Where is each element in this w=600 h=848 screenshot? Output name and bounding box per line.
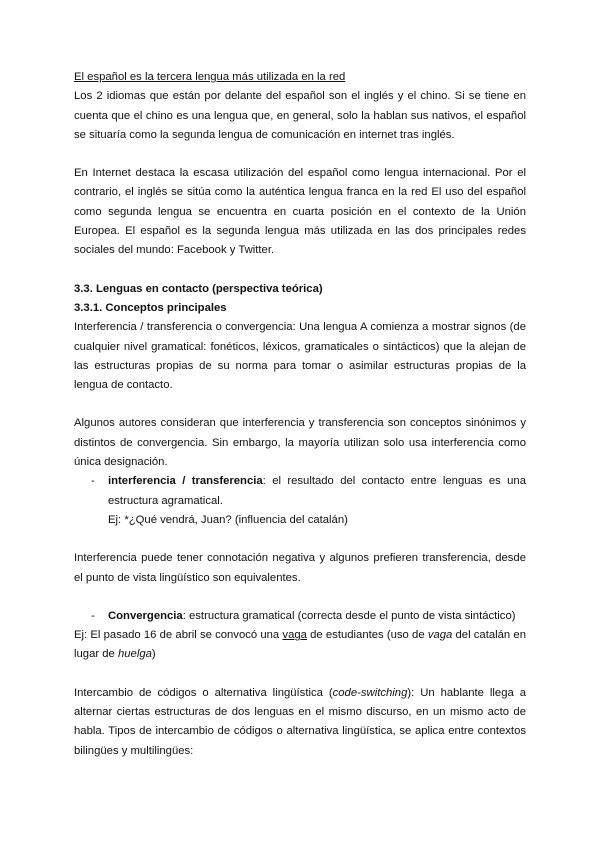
spacer (74, 665, 526, 684)
code-switching-term: code-switching (332, 686, 408, 699)
spacer (74, 588, 526, 607)
example-que-vendra: Ej: *¿Qué vendrá, Juan? (influencia del catalán) (108, 513, 348, 526)
example-vaga-text-1: Ej: El pasado 16 de abril se convocó una (74, 629, 283, 642)
bullet-text-convergencia: : estructura gramatical (correcta desde el punto de vista sintáctico) (182, 609, 516, 622)
paragraph-idiomas: Los 2 idiomas que están por delante del español son el inglés y el chino. Si se tiene en cuenta que el chino es una lengua que, en general, solo la hablan sus nativos, el español se situaría como la segunda lengua de comunicación en internet tras inglés. (74, 90, 526, 141)
spacer (74, 261, 526, 280)
paragraph-interferencia-def: Interferencia / transferencia o convergencia: Una lengua A comienza a mostrar signos (de cualquier nivel gramatical: fonéticos, léxicos, gramaticales o sintácticos) que la alejan de las estructuras propias de su norma para tomar o asimilar estructuras propias de la lengua de contacto. (74, 321, 526, 392)
bullet-interferencia (74, 472, 526, 511)
example-vaga-text-4: ) (151, 648, 156, 661)
example-vaga-text-3: del catalán en lugar de (74, 629, 526, 661)
bullet-dash: - (91, 475, 95, 488)
example-vaga (74, 626, 526, 665)
example-huelga-italic: huelga (117, 648, 152, 661)
section-heading-espanol-red: El español es la tercera lengua más utilizada en la red (74, 71, 346, 83)
example-vaga-text-2: de estudiantes (uso de (306, 629, 428, 642)
paragraph-code-switching (74, 684, 526, 761)
subsection-heading-conceptos: 3.3.1. Conceptos principales (74, 301, 227, 314)
bullet-text-interferencia: : el resultado del contacto entre lenguas es una estructura agramatical. (108, 475, 526, 507)
code-switching-text-2: ): Un hablante llega a alternar ciertas estructuras de dos lenguas en el mismo discurso, en un mismo acto de habla. Tipos de intercambio de códigos o alternativa lingüística, se aplica entre contextos bilingües y multilingües: (74, 686, 526, 757)
spacer (74, 530, 526, 549)
bullet-convergencia (74, 607, 526, 626)
paragraph-connotacion: Interferencia puede tener connotación negativa y algunos prefieren transferencia, desde el punto de vista lingüístico son equivalentes. (74, 552, 526, 584)
spacer (74, 395, 526, 414)
example-vaga-underlined: vaga (282, 629, 307, 642)
paragraph-autores: Algunos autores consideran que interferencia y transferencia son conceptos sinónimos y distintos de convergencia. Sin embargo, la mayoría utilizan solo usa interferencia como única designación. (74, 417, 526, 469)
bullet-term-interferencia: interferencia / transferencia (108, 475, 263, 488)
section-heading-lenguas-contacto: 3.3. Lenguas en contacto (perspectiva teórica) (74, 282, 323, 295)
code-switching-text-1: Intercambio de códigos o alternativa lingüística ( (74, 686, 333, 699)
spacer (74, 145, 526, 164)
example-vaga-italic: vaga (427, 629, 453, 642)
bullet-dash: - (91, 609, 95, 622)
paragraph-internet: En Internet destaca la escasa utilización del español como lengua internacional. Por el contrario, el inglés se sitúa como la auténtica lengua franca en la red El uso del español como segunda lengua se encuentra en cuarta posición en el contexto de la Unión Europea. El español es la segunda lengua más utilizada en las dos principales redes sociales del mundo: Facebook y Twitter. (74, 167, 526, 257)
bullet-term-convergencia: Convergencia (108, 609, 183, 622)
